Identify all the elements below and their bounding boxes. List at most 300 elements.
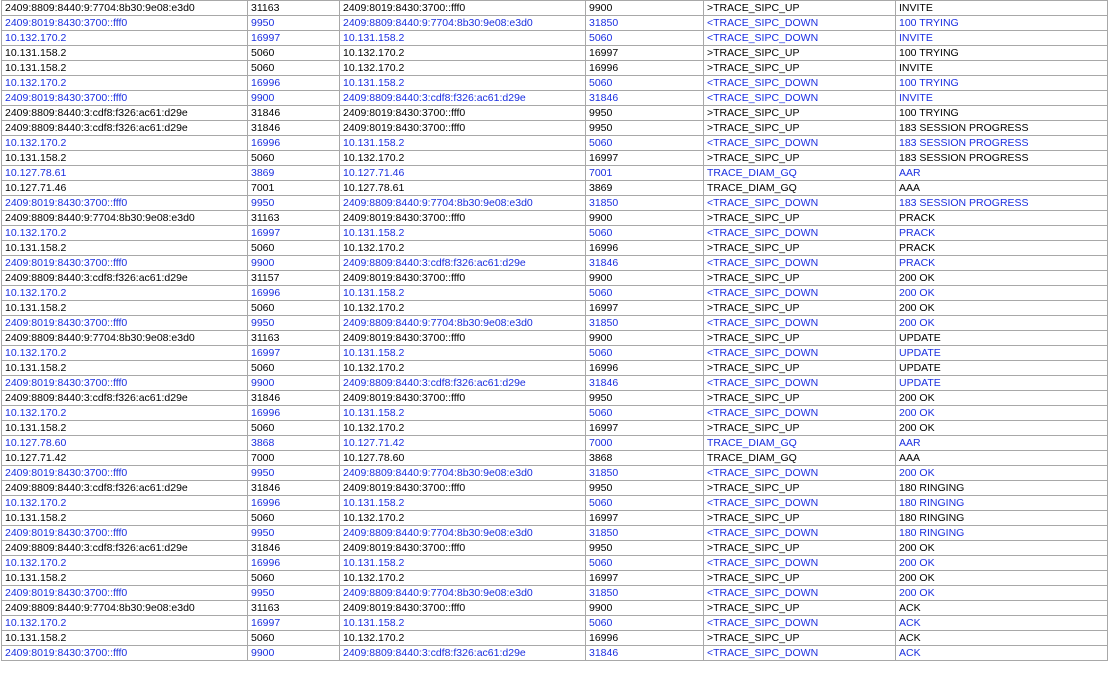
destination-port-cell: 9950: [586, 481, 704, 496]
source-address-cell: 2409:8019:8430:3700::fff0: [2, 466, 248, 481]
table-row[interactable]: [2, 526, 1108, 541]
destination-address-cell: 2409:8019:8430:3700::fff0: [340, 391, 586, 406]
source-port-cell: 16996: [248, 136, 340, 151]
source-address-cell: 10.132.170.2: [2, 76, 248, 91]
destination-address-cell: 10.132.170.2: [340, 46, 586, 61]
table-row[interactable]: [2, 1, 1108, 16]
source-address-cell: 10.132.170.2: [2, 286, 248, 301]
source-address-cell: 10.132.170.2: [2, 31, 248, 46]
destination-address-cell: 2409:8809:8440:9:7704:8b30:9e08:e3d0: [340, 466, 586, 481]
table-row[interactable]: [2, 601, 1108, 616]
trace-direction-cell: >TRACE_SIPC_UP: [704, 331, 896, 346]
destination-port-cell: 9900: [586, 211, 704, 226]
destination-port-cell: 5060: [586, 556, 704, 571]
destination-port-cell: 16996: [586, 361, 704, 376]
table-row[interactable]: [2, 31, 1108, 46]
source-address-cell: 10.132.170.2: [2, 136, 248, 151]
table-row[interactable]: [2, 391, 1108, 406]
destination-address-cell: 10.131.158.2: [340, 226, 586, 241]
destination-port-cell: 31846: [586, 376, 704, 391]
destination-address-cell: 10.127.78.61: [340, 181, 586, 196]
table-row[interactable]: [2, 271, 1108, 286]
source-port-cell: 16996: [248, 556, 340, 571]
table-row[interactable]: [2, 646, 1108, 661]
source-address-cell: 10.131.158.2: [2, 361, 248, 376]
table-row[interactable]: [2, 421, 1108, 436]
trace-body: [2, 1, 1108, 661]
table-row[interactable]: [2, 436, 1108, 451]
message-type-cell: 200 OK: [896, 421, 1108, 436]
trace-direction-cell: <TRACE_SIPC_DOWN: [704, 256, 896, 271]
trace-direction-cell: >TRACE_SIPC_UP: [704, 106, 896, 121]
trace-direction-cell: >TRACE_SIPC_UP: [704, 301, 896, 316]
message-type-cell: ACK: [896, 616, 1108, 631]
trace-direction-cell: >TRACE_SIPC_UP: [704, 571, 896, 586]
trace-direction-cell: >TRACE_SIPC_UP: [704, 421, 896, 436]
source-address-cell: 2409:8809:8440:3:cdf8:f326:ac61:d29e: [2, 391, 248, 406]
source-port-cell: 5060: [248, 46, 340, 61]
source-address-cell: 10.132.170.2: [2, 616, 248, 631]
trace-direction-cell: TRACE_DIAM_GQ: [704, 436, 896, 451]
message-type-cell: 200 OK: [896, 571, 1108, 586]
message-type-cell: 180 RINGING: [896, 496, 1108, 511]
message-type-cell: 183 SESSION PROGRESS: [896, 121, 1108, 136]
destination-port-cell: 5060: [586, 136, 704, 151]
source-port-cell: 5060: [248, 631, 340, 646]
trace-direction-cell: <TRACE_SIPC_DOWN: [704, 376, 896, 391]
table-row[interactable]: [2, 541, 1108, 556]
destination-address-cell: 2409:8019:8430:3700::fff0: [340, 211, 586, 226]
source-address-cell: 10.132.170.2: [2, 226, 248, 241]
trace-direction-cell: <TRACE_SIPC_DOWN: [704, 466, 896, 481]
trace-direction-cell: >TRACE_SIPC_UP: [704, 121, 896, 136]
destination-port-cell: 7001: [586, 166, 704, 181]
source-address-cell: 2409:8809:8440:9:7704:8b30:9e08:e3d0: [2, 211, 248, 226]
destination-port-cell: 31850: [586, 526, 704, 541]
table-row[interactable]: [2, 16, 1108, 31]
source-port-cell: 31846: [248, 121, 340, 136]
trace-direction-cell: <TRACE_SIPC_DOWN: [704, 616, 896, 631]
destination-address-cell: 2409:8809:8440:3:cdf8:f326:ac61:d29e: [340, 91, 586, 106]
table-row[interactable]: [2, 466, 1108, 481]
trace-direction-cell: >TRACE_SIPC_UP: [704, 61, 896, 76]
destination-address-cell: 2409:8019:8430:3700::fff0: [340, 121, 586, 136]
destination-address-cell: 10.131.158.2: [340, 496, 586, 511]
trace-direction-cell: >TRACE_SIPC_UP: [704, 211, 896, 226]
table-row[interactable]: [2, 196, 1108, 211]
source-port-cell: 9900: [248, 376, 340, 391]
source-address-cell: 2409:8019:8430:3700::fff0: [2, 196, 248, 211]
message-type-cell: 183 SESSION PROGRESS: [896, 136, 1108, 151]
trace-direction-cell: <TRACE_SIPC_DOWN: [704, 496, 896, 511]
message-type-cell: 200 OK: [896, 406, 1108, 421]
trace-direction-cell: TRACE_DIAM_GQ: [704, 166, 896, 181]
source-address-cell: 2409:8019:8430:3700::fff0: [2, 256, 248, 271]
destination-address-cell: 2409:8019:8430:3700::fff0: [340, 601, 586, 616]
source-port-cell: 5060: [248, 361, 340, 376]
trace-direction-cell: <TRACE_SIPC_DOWN: [704, 406, 896, 421]
message-type-cell: PRACK: [896, 226, 1108, 241]
destination-port-cell: 5060: [586, 31, 704, 46]
destination-address-cell: 10.131.158.2: [340, 346, 586, 361]
destination-address-cell: 2409:8019:8430:3700::fff0: [340, 271, 586, 286]
destination-port-cell: 5060: [586, 496, 704, 511]
trace-direction-cell: <TRACE_SIPC_DOWN: [704, 16, 896, 31]
message-type-cell: INVITE: [896, 1, 1108, 16]
table-row[interactable]: [2, 61, 1108, 76]
trace-direction-cell: <TRACE_SIPC_DOWN: [704, 526, 896, 541]
source-address-cell: 2409:8019:8430:3700::fff0: [2, 586, 248, 601]
trace-direction-cell: TRACE_DIAM_GQ: [704, 451, 896, 466]
table-row[interactable]: [2, 121, 1108, 136]
message-type-cell: 183 SESSION PROGRESS: [896, 151, 1108, 166]
table-row[interactable]: [2, 571, 1108, 586]
source-address-cell: 10.131.158.2: [2, 241, 248, 256]
destination-port-cell: 16996: [586, 241, 704, 256]
message-type-cell: 100 TRYING: [896, 76, 1108, 91]
source-port-cell: 3868: [248, 436, 340, 451]
destination-address-cell: 10.127.71.42: [340, 436, 586, 451]
message-type-cell: INVITE: [896, 61, 1108, 76]
trace-direction-cell: <TRACE_SIPC_DOWN: [704, 196, 896, 211]
destination-port-cell: 9950: [586, 391, 704, 406]
source-port-cell: 9900: [248, 646, 340, 661]
source-port-cell: 31163: [248, 211, 340, 226]
destination-port-cell: 5060: [586, 346, 704, 361]
destination-address-cell: 2409:8809:8440:9:7704:8b30:9e08:e3d0: [340, 16, 586, 31]
destination-address-cell: 10.132.170.2: [340, 151, 586, 166]
trace-direction-cell: >TRACE_SIPC_UP: [704, 511, 896, 526]
destination-address-cell: 2409:8809:8440:3:cdf8:f326:ac61:d29e: [340, 256, 586, 271]
trace-direction-cell: <TRACE_SIPC_DOWN: [704, 586, 896, 601]
message-type-cell: 180 RINGING: [896, 511, 1108, 526]
destination-port-cell: 16997: [586, 46, 704, 61]
destination-address-cell: 10.127.71.46: [340, 166, 586, 181]
source-port-cell: 16997: [248, 31, 340, 46]
source-address-cell: 10.132.170.2: [2, 346, 248, 361]
source-port-cell: 9900: [248, 256, 340, 271]
trace-direction-cell: >TRACE_SIPC_UP: [704, 631, 896, 646]
table-row[interactable]: [2, 346, 1108, 361]
source-port-cell: 16997: [248, 226, 340, 241]
source-address-cell: 2409:8019:8430:3700::fff0: [2, 526, 248, 541]
destination-address-cell: 2409:8019:8430:3700::fff0: [340, 541, 586, 556]
source-port-cell: 31163: [248, 1, 340, 16]
message-type-cell: ACK: [896, 601, 1108, 616]
trace-direction-cell: <TRACE_SIPC_DOWN: [704, 346, 896, 361]
trace-direction-cell: <TRACE_SIPC_DOWN: [704, 91, 896, 106]
table-row[interactable]: [2, 286, 1108, 301]
source-port-cell: 9950: [248, 586, 340, 601]
destination-address-cell: 10.131.158.2: [340, 286, 586, 301]
source-port-cell: 16997: [248, 616, 340, 631]
table-row[interactable]: [2, 226, 1108, 241]
source-port-cell: 9950: [248, 316, 340, 331]
destination-port-cell: 9950: [586, 121, 704, 136]
source-port-cell: 16997: [248, 346, 340, 361]
destination-address-cell: 2409:8809:8440:9:7704:8b30:9e08:e3d0: [340, 526, 586, 541]
source-address-cell: 2409:8019:8430:3700::fff0: [2, 646, 248, 661]
message-type-cell: 200 OK: [896, 286, 1108, 301]
source-port-cell: 31846: [248, 106, 340, 121]
destination-address-cell: 10.127.78.60: [340, 451, 586, 466]
source-address-cell: 10.127.78.60: [2, 436, 248, 451]
message-type-cell: UPDATE: [896, 331, 1108, 346]
destination-address-cell: 10.132.170.2: [340, 241, 586, 256]
source-address-cell: 2409:8019:8430:3700::fff0: [2, 316, 248, 331]
source-port-cell: 5060: [248, 511, 340, 526]
table-row[interactable]: [2, 316, 1108, 331]
table-row[interactable]: [2, 256, 1108, 271]
message-type-cell: ACK: [896, 631, 1108, 646]
trace-direction-cell: <TRACE_SIPC_DOWN: [704, 226, 896, 241]
trace-direction-cell: TRACE_DIAM_GQ: [704, 181, 896, 196]
source-port-cell: 5060: [248, 571, 340, 586]
table-row[interactable]: [2, 106, 1108, 121]
trace-direction-cell: <TRACE_SIPC_DOWN: [704, 286, 896, 301]
table-row[interactable]: [2, 331, 1108, 346]
destination-port-cell: 31846: [586, 646, 704, 661]
message-type-cell: 200 OK: [896, 556, 1108, 571]
trace-table: [1, 0, 1108, 661]
table-row[interactable]: [2, 166, 1108, 181]
destination-port-cell: 9950: [586, 106, 704, 121]
trace-direction-cell: <TRACE_SIPC_DOWN: [704, 646, 896, 661]
source-address-cell: 2409:8809:8440:3:cdf8:f326:ac61:d29e: [2, 541, 248, 556]
destination-port-cell: 16997: [586, 421, 704, 436]
source-port-cell: 5060: [248, 421, 340, 436]
destination-address-cell: 10.131.158.2: [340, 136, 586, 151]
destination-port-cell: 16996: [586, 631, 704, 646]
table-row[interactable]: [2, 136, 1108, 151]
message-type-cell: 200 OK: [896, 586, 1108, 601]
source-address-cell: 2409:8809:8440:3:cdf8:f326:ac61:d29e: [2, 271, 248, 286]
trace-direction-cell: <TRACE_SIPC_DOWN: [704, 136, 896, 151]
source-address-cell: 10.132.170.2: [2, 556, 248, 571]
trace-direction-cell: <TRACE_SIPC_DOWN: [704, 556, 896, 571]
table-row[interactable]: [2, 586, 1108, 601]
message-type-cell: INVITE: [896, 31, 1108, 46]
table-row[interactable]: [2, 481, 1108, 496]
source-address-cell: 10.127.71.46: [2, 181, 248, 196]
message-type-cell: ACK: [896, 646, 1108, 661]
trace-direction-cell: >TRACE_SIPC_UP: [704, 601, 896, 616]
table-row[interactable]: [2, 496, 1108, 511]
destination-address-cell: 10.132.170.2: [340, 361, 586, 376]
destination-port-cell: 5060: [586, 616, 704, 631]
table-row[interactable]: [2, 181, 1108, 196]
message-type-cell: 200 OK: [896, 391, 1108, 406]
message-type-cell: 180 RINGING: [896, 526, 1108, 541]
table-row[interactable]: [2, 511, 1108, 526]
source-port-cell: 16996: [248, 496, 340, 511]
source-address-cell: 10.131.158.2: [2, 571, 248, 586]
message-type-cell: PRACK: [896, 241, 1108, 256]
destination-port-cell: 31850: [586, 316, 704, 331]
source-port-cell: 9900: [248, 91, 340, 106]
destination-port-cell: 31846: [586, 256, 704, 271]
source-port-cell: 5060: [248, 151, 340, 166]
destination-port-cell: 5060: [586, 406, 704, 421]
message-type-cell: AAR: [896, 166, 1108, 181]
table-row[interactable]: [2, 451, 1108, 466]
destination-port-cell: 5060: [586, 286, 704, 301]
source-address-cell: 2409:8019:8430:3700::fff0: [2, 376, 248, 391]
source-port-cell: 9950: [248, 16, 340, 31]
destination-port-cell: 9950: [586, 541, 704, 556]
trace-direction-cell: >TRACE_SIPC_UP: [704, 481, 896, 496]
destination-port-cell: 9900: [586, 271, 704, 286]
destination-address-cell: 10.131.158.2: [340, 76, 586, 91]
message-type-cell: 180 RINGING: [896, 481, 1108, 496]
destination-port-cell: 31846: [586, 91, 704, 106]
source-port-cell: 31163: [248, 331, 340, 346]
destination-port-cell: 5060: [586, 226, 704, 241]
source-address-cell: 10.131.158.2: [2, 61, 248, 76]
source-address-cell: 10.127.78.61: [2, 166, 248, 181]
destination-address-cell: 2409:8019:8430:3700::fff0: [340, 331, 586, 346]
trace-direction-cell: <TRACE_SIPC_DOWN: [704, 316, 896, 331]
destination-port-cell: 31850: [586, 196, 704, 211]
destination-port-cell: 31850: [586, 16, 704, 31]
table-row[interactable]: [2, 376, 1108, 391]
destination-address-cell: 2409:8019:8430:3700::fff0: [340, 1, 586, 16]
destination-address-cell: 10.132.170.2: [340, 631, 586, 646]
source-port-cell: 7001: [248, 181, 340, 196]
destination-port-cell: 9900: [586, 1, 704, 16]
destination-port-cell: 31850: [586, 466, 704, 481]
source-port-cell: 5060: [248, 61, 340, 76]
destination-port-cell: 9900: [586, 601, 704, 616]
destination-port-cell: 16997: [586, 511, 704, 526]
destination-port-cell: 16997: [586, 301, 704, 316]
source-port-cell: 31157: [248, 271, 340, 286]
trace-direction-cell: >TRACE_SIPC_UP: [704, 46, 896, 61]
source-address-cell: 10.132.170.2: [2, 496, 248, 511]
destination-port-cell: 16997: [586, 151, 704, 166]
source-address-cell: 2409:8019:8430:3700::fff0: [2, 16, 248, 31]
source-port-cell: 16996: [248, 406, 340, 421]
destination-address-cell: 10.132.170.2: [340, 421, 586, 436]
source-port-cell: 5060: [248, 301, 340, 316]
source-address-cell: 10.131.158.2: [2, 421, 248, 436]
source-port-cell: 9950: [248, 196, 340, 211]
destination-port-cell: 3869: [586, 181, 704, 196]
table-row[interactable]: [2, 46, 1108, 61]
message-type-cell: 200 OK: [896, 316, 1108, 331]
destination-port-cell: 9900: [586, 331, 704, 346]
source-address-cell: 2409:8809:8440:3:cdf8:f326:ac61:d29e: [2, 121, 248, 136]
destination-address-cell: 2409:8809:8440:9:7704:8b30:9e08:e3d0: [340, 586, 586, 601]
message-type-cell: 100 TRYING: [896, 46, 1108, 61]
table-row[interactable]: [2, 241, 1108, 256]
trace-direction-cell: >TRACE_SIPC_UP: [704, 271, 896, 286]
source-port-cell: 31163: [248, 601, 340, 616]
destination-port-cell: 5060: [586, 76, 704, 91]
message-type-cell: AAA: [896, 181, 1108, 196]
destination-address-cell: 10.131.158.2: [340, 616, 586, 631]
trace-direction-cell: >TRACE_SIPC_UP: [704, 241, 896, 256]
trace-direction-cell: <TRACE_SIPC_DOWN: [704, 76, 896, 91]
table-row[interactable]: [2, 631, 1108, 646]
destination-port-cell: 3868: [586, 451, 704, 466]
destination-address-cell: 2409:8809:8440:9:7704:8b30:9e08:e3d0: [340, 316, 586, 331]
trace-direction-cell: >TRACE_SIPC_UP: [704, 151, 896, 166]
destination-address-cell: 10.131.158.2: [340, 406, 586, 421]
trace-direction-cell: >TRACE_SIPC_UP: [704, 1, 896, 16]
table-row[interactable]: [2, 91, 1108, 106]
table-row[interactable]: [2, 151, 1108, 166]
table-row[interactable]: [2, 76, 1108, 91]
table-row[interactable]: [2, 616, 1108, 631]
destination-address-cell: 10.132.170.2: [340, 61, 586, 76]
message-type-cell: 200 OK: [896, 466, 1108, 481]
table-row[interactable]: [2, 406, 1108, 421]
source-address-cell: 10.131.158.2: [2, 46, 248, 61]
trace-direction-cell: >TRACE_SIPC_UP: [704, 541, 896, 556]
source-address-cell: 10.131.158.2: [2, 631, 248, 646]
message-type-cell: UPDATE: [896, 361, 1108, 376]
trace-direction-cell: >TRACE_SIPC_UP: [704, 361, 896, 376]
source-port-cell: 16996: [248, 76, 340, 91]
source-port-cell: 7000: [248, 451, 340, 466]
destination-address-cell: 2409:8809:8440:9:7704:8b30:9e08:e3d0: [340, 196, 586, 211]
source-address-cell: 2409:8809:8440:3:cdf8:f326:ac61:d29e: [2, 106, 248, 121]
message-type-cell: 183 SESSION PROGRESS: [896, 196, 1108, 211]
source-port-cell: 9950: [248, 526, 340, 541]
source-address-cell: 10.131.158.2: [2, 301, 248, 316]
source-port-cell: 3869: [248, 166, 340, 181]
source-address-cell: 2409:8809:8440:3:cdf8:f326:ac61:d29e: [2, 481, 248, 496]
table-row[interactable]: [2, 301, 1108, 316]
message-type-cell: INVITE: [896, 91, 1108, 106]
source-port-cell: 9950: [248, 466, 340, 481]
source-port-cell: 16996: [248, 286, 340, 301]
trace-direction-cell: <TRACE_SIPC_DOWN: [704, 31, 896, 46]
message-type-cell: PRACK: [896, 211, 1108, 226]
message-type-cell: 100 TRYING: [896, 16, 1108, 31]
source-address-cell: 10.131.158.2: [2, 511, 248, 526]
source-address-cell: 2409:8019:8430:3700::fff0: [2, 91, 248, 106]
destination-port-cell: 16996: [586, 61, 704, 76]
source-address-cell: 10.131.158.2: [2, 151, 248, 166]
table-row[interactable]: [2, 361, 1108, 376]
message-type-cell: 200 OK: [896, 271, 1108, 286]
source-address-cell: 10.132.170.2: [2, 406, 248, 421]
destination-address-cell: 2409:8019:8430:3700::fff0: [340, 481, 586, 496]
destination-address-cell: 2409:8019:8430:3700::fff0: [340, 106, 586, 121]
destination-address-cell: 10.131.158.2: [340, 556, 586, 571]
destination-address-cell: 10.132.170.2: [340, 571, 586, 586]
table-row[interactable]: [2, 211, 1108, 226]
message-type-cell: AAR: [896, 436, 1108, 451]
message-type-cell: 200 OK: [896, 541, 1108, 556]
table-row[interactable]: [2, 556, 1108, 571]
destination-address-cell: 2409:8809:8440:3:cdf8:f326:ac61:d29e: [340, 646, 586, 661]
message-type-cell: 100 TRYING: [896, 106, 1108, 121]
destination-address-cell: 10.132.170.2: [340, 511, 586, 526]
message-type-cell: AAA: [896, 451, 1108, 466]
message-type-cell: PRACK: [896, 256, 1108, 271]
message-type-cell: 200 OK: [896, 301, 1108, 316]
trace-direction-cell: >TRACE_SIPC_UP: [704, 391, 896, 406]
source-port-cell: 31846: [248, 541, 340, 556]
destination-address-cell: 10.131.158.2: [340, 31, 586, 46]
source-port-cell: 5060: [248, 241, 340, 256]
source-address-cell: 2409:8809:8440:9:7704:8b30:9e08:e3d0: [2, 601, 248, 616]
source-port-cell: 31846: [248, 481, 340, 496]
destination-address-cell: 2409:8809:8440:3:cdf8:f326:ac61:d29e: [340, 376, 586, 391]
